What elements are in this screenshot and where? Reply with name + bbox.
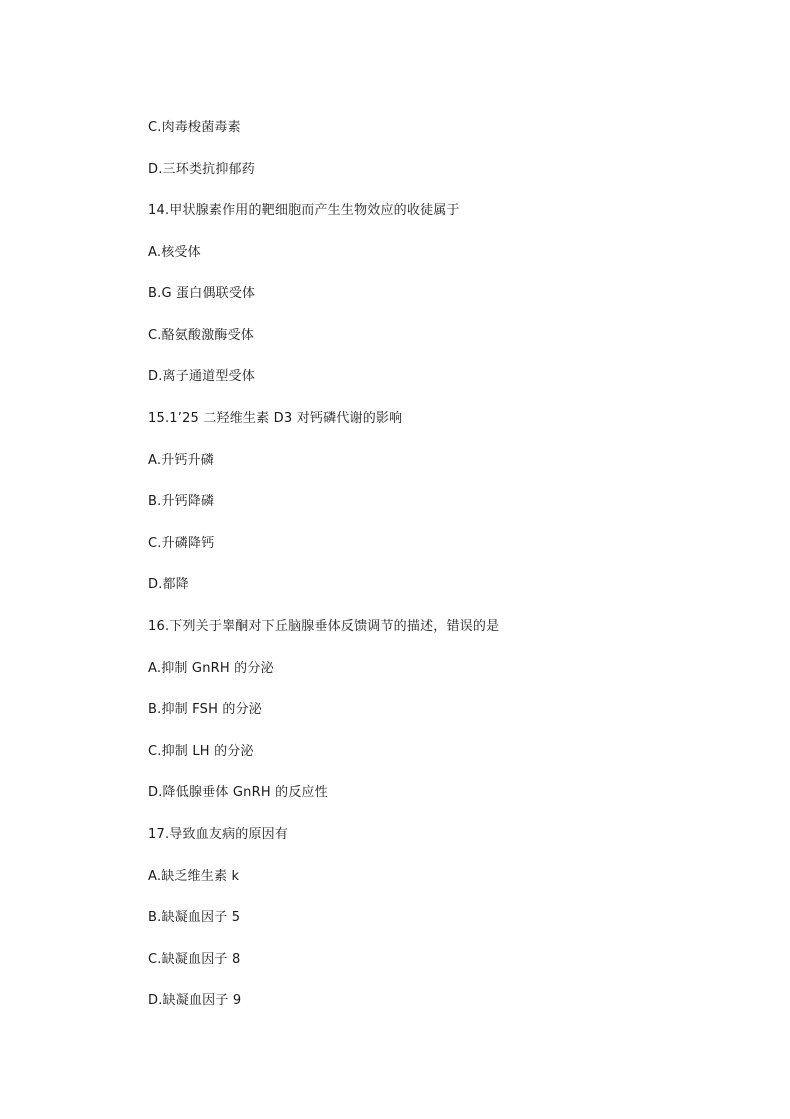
option-c-q17: C.缺凝血因子 8 — [148, 952, 241, 967]
option-c-q14: C.酪氨酸激酶受体 — [148, 328, 255, 343]
question-17: 17.导致血友病的原因有 — [148, 827, 289, 842]
option-a-q16: A.抑制 GnRH 的分泌 — [148, 661, 274, 676]
option-d-q13: D.三环类抗抑郁药 — [148, 162, 255, 177]
question-14: 14.甲状腺素作用的靶细胞而产生生物效应的收徒属于 — [148, 203, 460, 218]
option-d-q14: D.离子通道型受体 — [148, 369, 255, 384]
option-b-q14: B.G 蛋白偶联受体 — [148, 286, 256, 301]
option-b-q15: B.升钙降磷 — [148, 494, 215, 509]
question-15: 15.1’25 二羟维生素 D3 对钙磷代谢的影响 — [148, 411, 403, 426]
option-c-q13: C.肉毒梭菌毒素 — [148, 120, 241, 135]
option-a-q14: A.核受体 — [148, 245, 201, 260]
option-d-q16: D.降低腺垂体 GnRH 的反应性 — [148, 785, 328, 800]
question-16: 16.下列关于睾酮对下丘脑腺垂体反馈调节的描述，错误的是 — [148, 619, 500, 634]
option-b-q17: B.缺凝血因子 5 — [148, 910, 241, 925]
option-a-q17: A.缺乏维生素 k — [148, 869, 240, 884]
option-d-q15: D.都降 — [148, 577, 189, 592]
option-b-q16: B.抑制 FSH 的分泌 — [148, 702, 262, 717]
option-c-q16: C.抑制 LH 的分泌 — [148, 744, 254, 759]
option-c-q15: C.升磷降钙 — [148, 536, 215, 551]
option-d-q17: D.缺凝血因子 9 — [148, 993, 242, 1008]
option-a-q15: A.升钙升磷 — [148, 453, 214, 468]
